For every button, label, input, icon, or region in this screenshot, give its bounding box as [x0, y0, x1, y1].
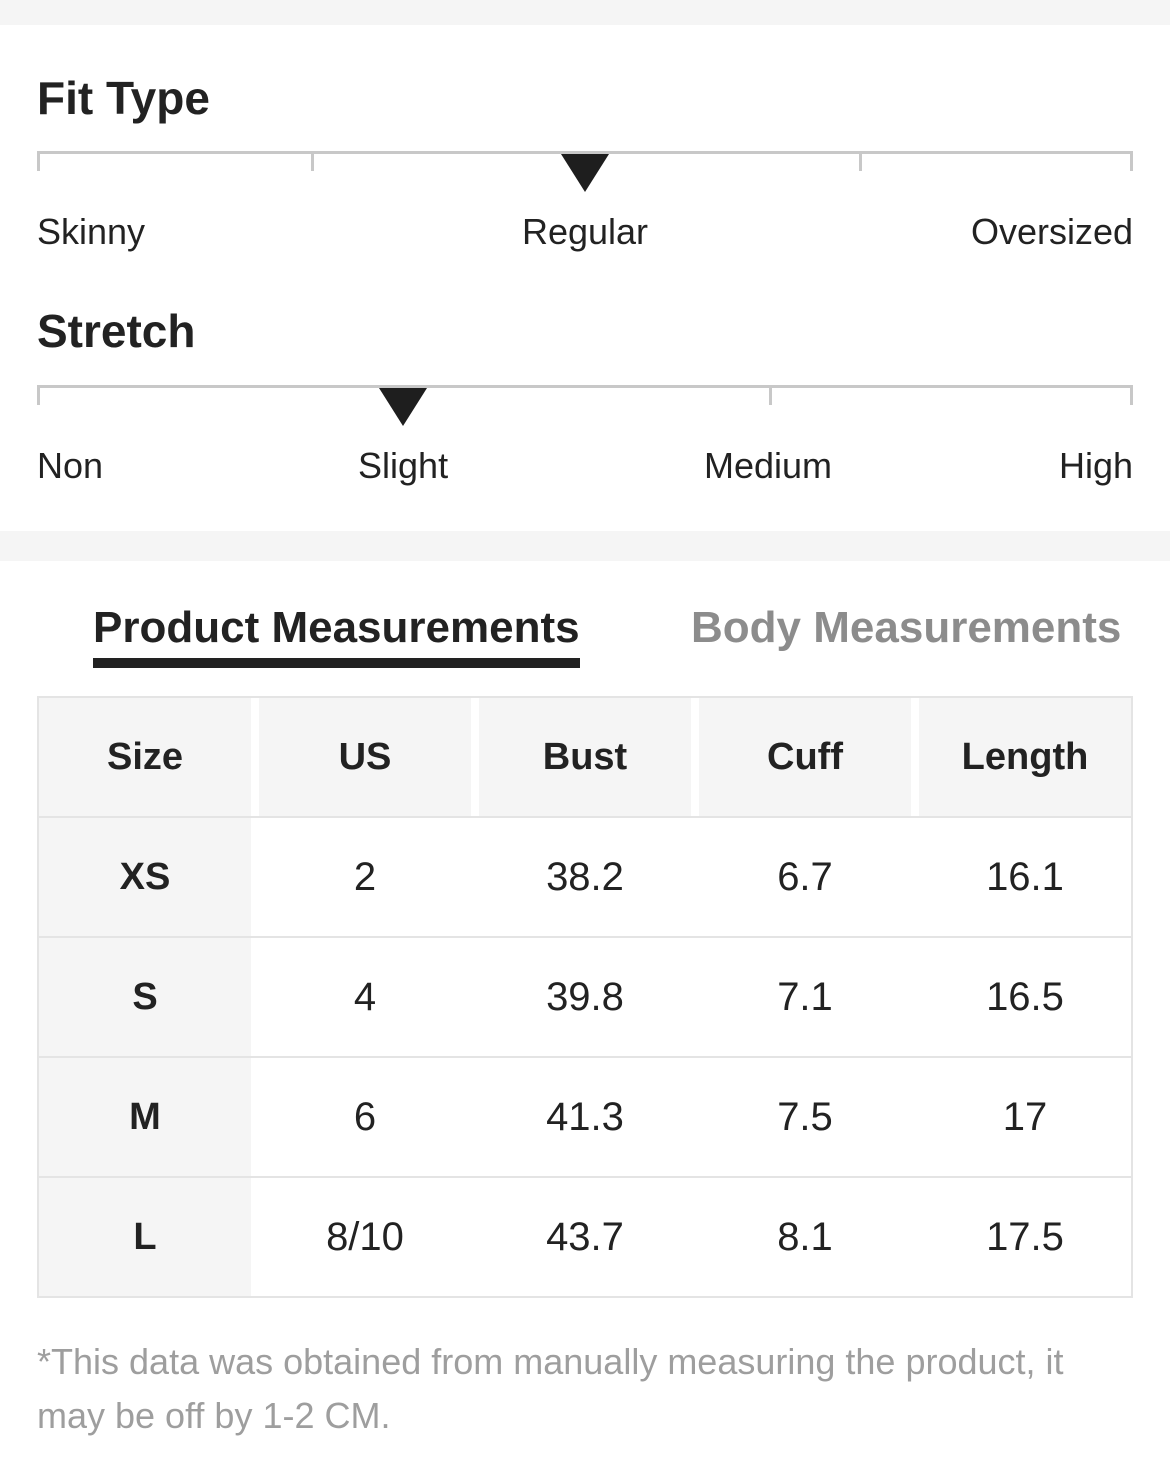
header-length: Length [919, 698, 1131, 816]
cell-us: 4 [259, 938, 471, 1056]
cell-size: L [39, 1178, 251, 1296]
slider-tick [37, 154, 40, 171]
table-row [39, 1178, 1131, 1296]
stretch-slider-track [37, 385, 1133, 428]
top-separator-bar [0, 0, 1170, 25]
measurements-tabs [93, 603, 1133, 668]
tab-product-measurements[interactable]: Product Measurements [93, 606, 580, 668]
tab-body-measurements[interactable]: Body Measurements [691, 603, 1122, 652]
cell-us: 2 [259, 818, 471, 936]
cell-cuff: 7.5 [699, 1058, 911, 1176]
cell-size: S [39, 938, 251, 1056]
cell-length: 16.5 [919, 938, 1131, 1056]
slider-tick [311, 154, 314, 171]
table-row [39, 938, 1131, 1058]
measurements-table [37, 696, 1133, 1298]
cell-bust: 43.7 [479, 1178, 691, 1296]
slider-tick [859, 154, 862, 171]
cell-cuff: 7.1 [699, 938, 911, 1056]
cell-size: M [39, 1058, 251, 1176]
slider-tick [769, 388, 772, 405]
header-cuff: Cuff [699, 698, 911, 816]
cell-cuff: 8.1 [699, 1178, 911, 1296]
cell-us: 6 [259, 1058, 471, 1176]
header-us: US [259, 698, 471, 816]
fit-type-section [0, 72, 1170, 486]
table-row [39, 1058, 1131, 1178]
cell-us: 8/10 [259, 1178, 471, 1296]
cell-length: 17.5 [919, 1178, 1131, 1296]
triangle-down-marker-icon [561, 154, 609, 192]
table-header-row [39, 698, 1131, 818]
section-separator-band [0, 531, 1170, 561]
stretch-option-slight: Slight [358, 445, 449, 486]
cell-length: 16.1 [919, 818, 1131, 936]
cell-cuff: 6.7 [699, 818, 911, 936]
stretch-option-medium: Medium [704, 445, 833, 486]
fit-option-regular: Regular [521, 211, 649, 252]
fit-option-oversized: Oversized [970, 211, 1133, 252]
stretch-title: Stretch [37, 305, 196, 357]
fit-option-skinny: Skinny [37, 211, 146, 252]
fit-type-slider-track [37, 151, 1133, 194]
stretch-option-non: Non [37, 445, 104, 486]
table-row [39, 818, 1131, 938]
measurement-disclaimer: *This data was obtained from manually measuring the product, it may be off by 1-2 CM. [37, 1341, 1064, 1436]
cell-size: XS [39, 818, 251, 936]
slider-tick [1130, 388, 1133, 405]
cell-length: 17 [919, 1058, 1131, 1176]
header-bust: Bust [479, 698, 691, 816]
slider-tick [37, 388, 40, 405]
slider-tick [1130, 154, 1133, 171]
stretch-labels [37, 446, 1133, 486]
header-size: Size [39, 698, 251, 816]
stretch-option-high: High [1058, 445, 1133, 486]
fit-type-title: Fit Type [37, 72, 210, 124]
fit-type-labels [37, 212, 1133, 252]
cell-bust: 39.8 [479, 938, 691, 1056]
cell-bust: 41.3 [479, 1058, 691, 1176]
triangle-down-marker-icon [379, 388, 427, 426]
cell-bust: 38.2 [479, 818, 691, 936]
